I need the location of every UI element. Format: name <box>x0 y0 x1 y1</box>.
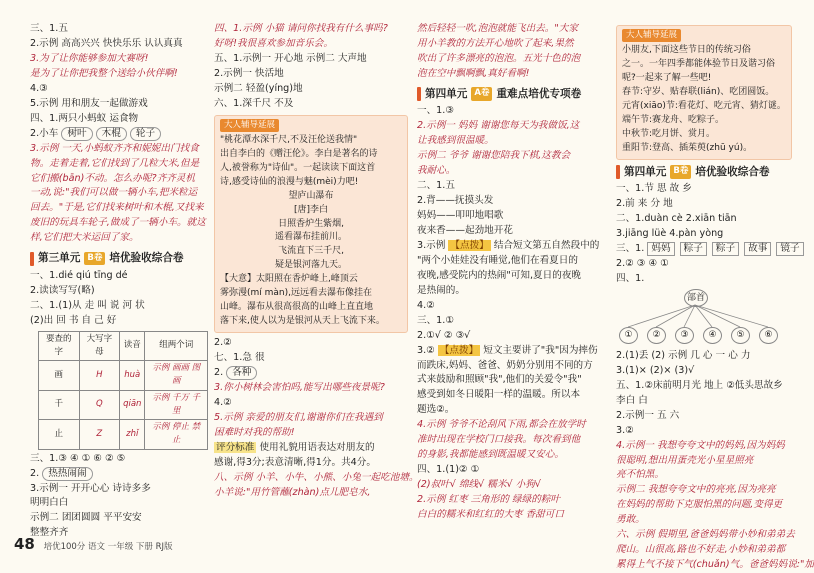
table-cell: 示例 画画 图画 <box>145 361 208 391</box>
answer-line: 妈妈——叩叩地唱歌 <box>417 210 504 221</box>
word-box: 粽子 <box>712 242 739 256</box>
answer-line: 式来鼓励和照顾"我",他们的关爱令"我" <box>417 374 582 386</box>
answer-line: 示例二 我想夸夸文中的亮亮,因为亮亮 <box>616 484 776 496</box>
table-cell: Q <box>79 390 120 420</box>
answer-line: 2.示例一 快活地 <box>214 67 284 79</box>
answer-label: 3.示例 <box>417 239 449 251</box>
answer-label: 3.② <box>417 344 438 356</box>
answer-line <box>214 441 408 456</box>
poem-line: 日照香炉生紫烟, <box>278 218 344 229</box>
tip-line: 重阳节:登高、插茱萸(zhū yú)。 <box>622 142 753 153</box>
tip-line: 呢?一起来了解一些吧! <box>622 73 712 84</box>
unit-badge: B卷 <box>670 165 691 178</box>
word-pill: 木棍 <box>96 127 127 141</box>
answer-line: 2.示例一 五 六 <box>616 409 680 421</box>
answer-label: 2. <box>30 467 40 479</box>
answer-line: 3.示例 一天,小蚂蚁齐齐和妮妮出门找食 <box>30 142 199 154</box>
answer-line: 准时出现在学校门口接我。每次看到他 <box>417 434 581 446</box>
tree-leaf: ① <box>619 327 638 344</box>
word-pill: 热热闹闹 <box>42 467 92 481</box>
answer-line: 4.③ <box>30 82 48 94</box>
answer-line: 二、1.五 <box>417 180 455 192</box>
word-box: 粽子 <box>680 242 707 256</box>
word-box: 故事 <box>744 242 771 256</box>
answer-line: 爬山。山很高,路也不好走,小妙和弟弟都 <box>616 544 786 556</box>
table-cell: 示例 停止 禁止 <box>145 420 208 450</box>
answer-line <box>417 239 610 254</box>
tree-leaf: ④ <box>703 327 722 344</box>
tip-line: 雾弥漫(mí màn),远远看去瀑布像挂在 <box>220 288 372 299</box>
unit-heading <box>616 164 792 181</box>
answer-line: 示例二 爷爷 谢谢您陪我下棋,这教会 <box>417 150 571 162</box>
answer-line: 它们搬(bān)不动。怎么办呢?齐齐灵机 <box>30 172 195 184</box>
answer-line: 让我感到很温暖。 <box>417 135 494 147</box>
answer-line: 2.(1)丢 (2) 示例 几 心 一 心 力 <box>616 349 751 361</box>
answer-line: (2)出 回 书 自 己 好 <box>30 314 117 326</box>
answer-line: 二、1.duàn cè 2.xiān tiān <box>616 213 737 225</box>
answer-line: 白白的糯米和红红的大枣 香甜可口 <box>417 509 564 521</box>
tip-line: 元宵(xiāo)节:看花灯、吃元宵、猜灯谜。 <box>622 100 786 111</box>
unit-title: 第四单元 <box>425 87 468 100</box>
tip-line: 小朋友,下面这些节日的传统习俗 <box>622 45 751 56</box>
answer-line: 感谢,得3分;表意清晰,得1分。共4分。 <box>214 456 376 468</box>
answer-line: 2.前 来 分 地 <box>616 198 673 210</box>
table-cell: H <box>79 361 120 391</box>
answer-line: 四、1.示例 小猫 请问你找我有什么事吗? <box>214 23 388 34</box>
unit-badge: A卷 <box>471 87 492 100</box>
tip-tag: 大人辅导延展 <box>220 119 279 132</box>
answer-line: 六、1.深千尺 不及 <box>214 97 294 109</box>
answer-line <box>417 344 610 359</box>
tip-badge: 【点拨】 <box>439 344 479 356</box>
answer-line: 用小羊教的方法开心地吹了起来,果然 <box>417 37 574 49</box>
unit-title: 第三单元 <box>38 252 81 265</box>
answer-text: 使用礼貌用语表达对朋友的 <box>259 441 375 453</box>
table-row <box>39 361 208 391</box>
word-box: 镜子 <box>776 242 803 256</box>
answer-line: 一动,说:"我们可以做一辆小车,把米粒运 <box>30 187 198 199</box>
tree-leaf: ② <box>647 327 666 344</box>
dictionary-table <box>38 331 208 450</box>
table-header: 组两个词 <box>145 331 208 361</box>
tip-line: 山峰。瀑布从很高很高的山峰上直直地 <box>220 302 374 313</box>
answer-line <box>30 127 208 142</box>
answer-line: 小羊说:"用竹管蘸(zhàn)点儿肥皂水, <box>214 486 371 498</box>
poem-author: [唐]李白 <box>293 204 329 215</box>
answer-line: 2.示例 高高兴兴 快快乐乐 认认真真 <box>30 37 183 49</box>
tip-line: "桃花潭水深千尺,不及汪伦送我情" <box>220 134 358 145</box>
unit-subtitle: 重难点培优专项卷 <box>496 87 582 100</box>
answer-line: 很聪明,想出用蛋壳光小星星照亮 <box>616 454 754 466</box>
table-cell: zhǐ <box>120 420 145 450</box>
page-number: 48 <box>14 535 35 553</box>
tip-tag: 大人辅导延展 <box>622 29 681 42</box>
word-box: 妈妈 <box>647 242 674 256</box>
heading-bar <box>417 87 421 101</box>
table-cell: 止 <box>39 420 80 450</box>
tip-line: 人,被誉称为"诗仙"。一起读读下面这首 <box>220 162 376 173</box>
answer-line: 4.示例 爷爷不论刮风下雨,都会在放学时 <box>417 419 586 431</box>
answer-line: 3.jiāng lüè 4.pàn yòng <box>616 228 724 240</box>
heading-bar <box>616 165 620 179</box>
answer-line: 明明白白 <box>30 497 69 509</box>
scoring-badge: 评分标准 <box>216 441 255 453</box>
answer-line: 一、1.dié qiú tīng dé <box>30 269 128 281</box>
answer-text: 短文主要讲了"我"因为摔伤 <box>483 344 598 356</box>
answer-line: 3.为了让你能够参加大赛呀! <box>30 52 149 64</box>
answer-line: 一、1.③ <box>417 105 454 117</box>
table-cell: qiān <box>120 390 145 420</box>
answer-line: 3.你小树林会害怕吗,能写出哪些夜景呢? <box>214 381 385 393</box>
table-cell: 画 <box>39 361 80 391</box>
answer-line: 累得上气不接下气(chuǎn)气。爸爸妈妈说:"加 <box>616 559 814 571</box>
answer-line: 回去。"于是,它们找来树叶和木棍,又找来 <box>30 202 204 214</box>
table-cell: 示例 千万 千里 <box>145 390 208 420</box>
answer-line: 5.示例 用和朋友一起做游戏 <box>30 97 148 109</box>
table-row <box>39 420 208 450</box>
tip-line: 端午节:赛龙舟、吃粽子。 <box>622 114 725 125</box>
tip-line: 之一。一年四季都能体验节日及谐习俗 <box>622 59 776 70</box>
tree-leaf: ⑤ <box>731 327 750 344</box>
answer-line <box>30 467 208 482</box>
answer-line: 是热闹的。 <box>417 284 465 296</box>
answer-line: 2.② ③ ④ ① <box>616 257 669 269</box>
answer-line: 三、1.③ ④ ① ⑥ ② ⑤ <box>30 452 126 464</box>
answer-line: 李白 白 <box>616 394 648 406</box>
answer-line: 2.② <box>214 337 232 349</box>
answer-line: 4.② <box>417 299 435 311</box>
answer-line: 七、1.急 很 <box>214 351 265 363</box>
answer-line: 4.② <box>214 396 232 408</box>
tip-line: 【大意】太阳照在香炉峰上,峰顶云 <box>220 274 358 285</box>
unit-heading <box>30 250 208 267</box>
poem-title: 望庐山瀑布 <box>288 190 334 201</box>
answer-line: 泡在空中飘啊飘,真好看啊! <box>417 67 530 79</box>
answer-line: "两个小娃娃没有睡觉,他们在看夏日的 <box>417 254 578 266</box>
parent-tip-box <box>616 25 792 160</box>
answer-line: 样,它们把大米运回了家。 <box>30 232 139 244</box>
answer-line: 3.示例一 开开心心 诗诗多多 <box>30 482 151 494</box>
answer-line: 而跌床,妈妈、爸爸、奶奶分别用不同的方 <box>417 359 593 371</box>
answer-line: 废旧的玩具车轮子,做成了一辆小车。就这 <box>30 217 206 229</box>
answer-line: 好呀!我很喜欢参加音乐会。 <box>214 37 333 49</box>
word-pill: 各种 <box>226 366 257 380</box>
answer-line: 五、1.②床前明月光 地上 ②低头思故乡 <box>616 379 783 391</box>
answer-line: 物。走着走着,它们找到了几粒大米,但是 <box>30 157 200 169</box>
answer-line: 3.② <box>616 424 634 436</box>
unit-subtitle: 培优验收综合卷 <box>695 165 770 178</box>
answer-line: 3.(1)× (2)× (3)√ <box>616 364 695 376</box>
answer-line <box>616 242 800 257</box>
column-4 <box>616 22 814 573</box>
answer-line: 五、1.示例一 开心地 示例二 大声地 <box>214 52 367 64</box>
answer-line: (2)叔叶√ 绵线√ 糯米√ 小狗√ <box>417 479 541 491</box>
answer-label: 三、1. <box>616 243 645 254</box>
unit-subtitle: 培优验收综合卷 <box>109 252 184 265</box>
column-1 <box>30 22 208 541</box>
tree-leaf: ③ <box>675 327 694 344</box>
answer-line: 整整齐齐 <box>30 527 69 539</box>
answer-line: 困难时对我的帮助! <box>214 426 295 438</box>
table-cell: 千 <box>39 390 80 420</box>
answer-line: 四、1.两只小蚂蚁 运食物 <box>30 112 139 124</box>
footer-text: 培优100分 语文 一年级 下册 RJ版 <box>43 542 173 552</box>
answer-line: 亮不怕黑。 <box>616 469 664 481</box>
answer-line: 的身影,我都能感到既温暖又安心。 <box>417 449 564 461</box>
answer-line: 题选②。 <box>417 404 455 416</box>
tip-line: 诗,感受诗仙的浪漫与魅(mèi)力吧! <box>220 176 359 187</box>
answer-line: 一、1.节 思 故 乡 <box>616 183 692 195</box>
table-header: 大写字母 <box>79 331 120 361</box>
poem-line: 疑是银河落九天。 <box>274 260 347 271</box>
poem-line: 遥看瀑布挂前川。 <box>274 232 347 243</box>
tree-leaf: ⑥ <box>759 327 778 344</box>
parent-tip-box <box>214 115 408 333</box>
page-footer <box>14 535 173 553</box>
answer-line: 2.读读写写(略) <box>30 284 95 296</box>
word-pill: 树叶 <box>61 127 92 141</box>
tip-line: 中秋节:吃月饼、赏月。 <box>622 128 716 139</box>
answer-line: 2.示例 红枣 三角形的 绿绿的粽叶 <box>417 494 561 506</box>
table-header: 读音 <box>120 331 145 361</box>
column-2 <box>214 22 419 501</box>
answer-line <box>214 366 408 381</box>
table-cell: huà <box>120 361 145 391</box>
answer-line: 2.示例一 妈妈 谢谢您每天为我做饭,这 <box>417 120 580 132</box>
word-pill: 轮子 <box>130 127 161 141</box>
answer-line: 5.示例 亲爱的朋友们,谢谢你们在我遇到 <box>214 411 383 423</box>
table-row <box>39 390 208 420</box>
tree-root: 部首 <box>684 289 708 307</box>
poem-line: 飞流直下三千尺, <box>278 246 344 257</box>
tip-badge: 【点拨】 <box>450 239 489 251</box>
answer-text: 结合短文第五自然段中的 <box>493 239 600 251</box>
unit-heading <box>417 86 610 103</box>
answer-line: 感受到如冬日暖阳一样的温暖。所以本 <box>417 389 581 401</box>
answer-line: 2.①√ ② ③√ <box>417 329 471 341</box>
answer-line: 4.示例一 我想夸夸文中的妈妈,因为妈妈 <box>616 439 785 451</box>
column-3 <box>417 22 610 523</box>
table-cell: Z <box>79 420 120 450</box>
answer-line: 三、1.① <box>417 314 454 326</box>
answer-line: 在妈妈的帮助下克服怕黑的问题,变得更 <box>616 499 783 511</box>
answer-line: 六、示例 假期里,爸爸妈妈带小妙和弟弟去 <box>616 529 795 541</box>
heading-bar <box>30 252 34 266</box>
unit-title: 第四单元 <box>624 165 667 178</box>
tip-line: 落下来,使人以为是银河从天上飞流下来。 <box>220 316 385 327</box>
answer-line: 是为了让你把我整个送给小伙伴啊! <box>30 67 178 79</box>
answer-line: 勇敢。 <box>616 514 645 526</box>
answer-label: 2. <box>214 366 224 378</box>
answer-line: 八、示例 小羊、小牛、小熊、小兔一起吃池塘。 <box>214 471 419 483</box>
answer-line: 四、1.(1)② ① <box>417 464 480 476</box>
answer-line: 三、1.五 <box>30 23 68 34</box>
answer-line: 2.背——抚摸头发 <box>417 195 494 207</box>
unit-badge: B卷 <box>84 252 105 265</box>
tip-line: 春节:守岁、贴春联(lián)、吃团圆饭。 <box>622 86 775 97</box>
answer-line: 二、1.(1)从 走 叫 说 河 状 <box>30 299 145 311</box>
table-header: 要查的字 <box>39 331 80 361</box>
answer-line: 然后轻轻一吹,泡泡就能飞出去。"大家 <box>417 23 578 34</box>
answer-line: 我耐心。 <box>417 165 456 177</box>
tip-line: 出自李白的《赠汪伦》。李白是著名的诗 <box>220 148 378 159</box>
answer-line: 示例二 轻盈(yíng)地 <box>214 82 303 94</box>
answer-line: 示例二 团团圆圆 平平安安 <box>30 512 142 524</box>
answer-line: 夜晚,感受院内的热闹"可知,夏日的夜晚 <box>417 269 582 281</box>
answer-line: 吹出了许多漂亮的泡泡。五光十色的泡 <box>417 52 581 64</box>
answer-line: 夜来香——起劲地开花 <box>417 224 513 236</box>
radical-tree-diagram <box>616 289 792 347</box>
answer-line: 四、1. <box>616 272 645 284</box>
answer-label: 2.小车 <box>30 127 59 139</box>
